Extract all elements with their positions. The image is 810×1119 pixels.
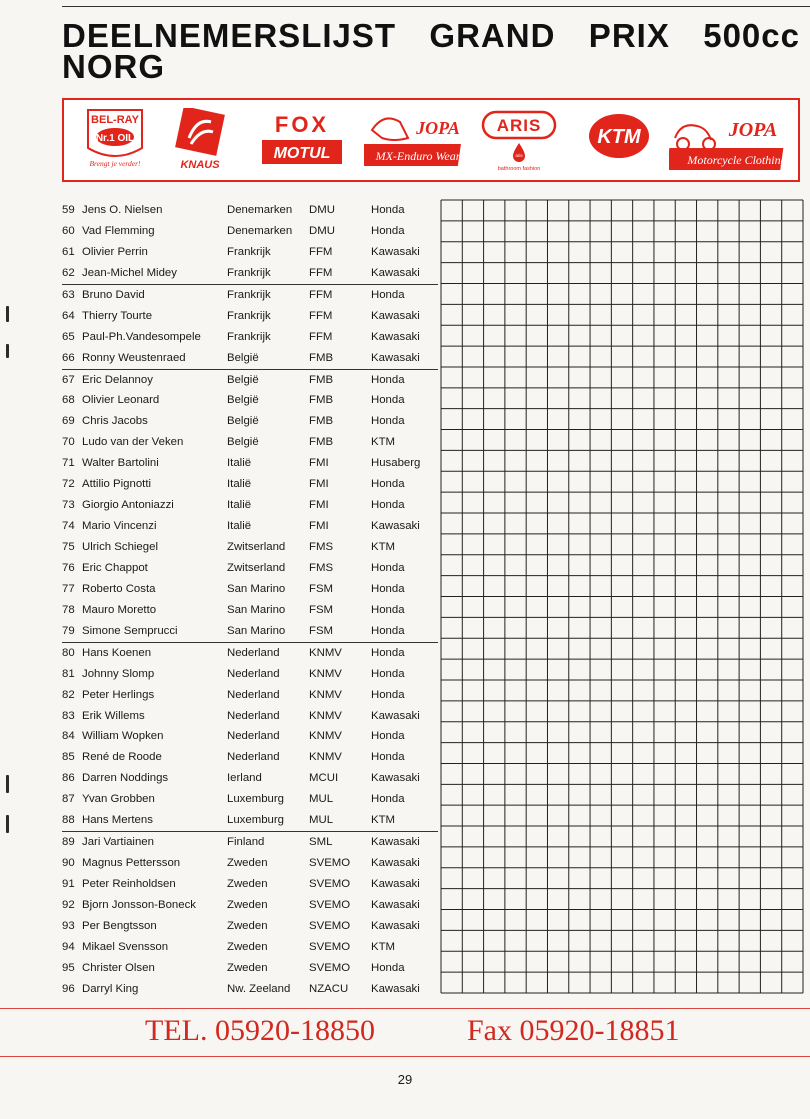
rider-number: 78 bbox=[62, 603, 75, 616]
rider-make: Honda bbox=[371, 415, 405, 428]
rider-federation: SML bbox=[309, 836, 333, 849]
rider-country: San Marino bbox=[227, 582, 286, 595]
rider-federation: FSM bbox=[309, 603, 334, 616]
rider-make: Honda bbox=[371, 288, 405, 301]
rider-federation: FFM bbox=[309, 288, 333, 301]
rider-country: Nederland bbox=[227, 709, 280, 722]
jopa-clothing-logo bbox=[669, 108, 791, 172]
table-row bbox=[62, 642, 438, 664]
table-row bbox=[62, 874, 438, 895]
rider-number: 72 bbox=[62, 478, 75, 491]
rider-name: Olivier Leonard bbox=[82, 394, 160, 407]
rider-country: Zweden bbox=[227, 857, 268, 870]
aris-logo bbox=[479, 108, 559, 172]
rider-number: 81 bbox=[62, 667, 75, 680]
aris-name: ARIS bbox=[496, 116, 542, 135]
rider-country: Nederland bbox=[227, 646, 280, 659]
jopa2-name: JOPA bbox=[728, 119, 778, 141]
rider-federation: SVEMO bbox=[309, 857, 351, 870]
rider-number: 70 bbox=[62, 436, 75, 449]
table-row bbox=[62, 810, 438, 831]
rider-country: Zweden bbox=[227, 961, 268, 974]
top-rule bbox=[62, 6, 810, 7]
rider-name: Attilio Pignotti bbox=[82, 478, 152, 491]
rider-number: 66 bbox=[62, 351, 75, 364]
rider-make: Kawasaki bbox=[371, 330, 420, 343]
rider-list bbox=[62, 200, 438, 1000]
sponsor-banner bbox=[62, 98, 800, 182]
rider-make: KTM bbox=[371, 436, 396, 449]
rider-federation: FMI bbox=[309, 520, 329, 533]
rider-country: Italië bbox=[227, 457, 252, 470]
aris-tagline: bathroom fashion bbox=[497, 166, 541, 172]
rider-federation: SVEMO bbox=[309, 898, 351, 911]
rider-federation: SVEMO bbox=[309, 919, 351, 932]
rider-country: Italië bbox=[227, 478, 252, 491]
rider-number: 62 bbox=[62, 266, 75, 279]
table-row bbox=[62, 242, 438, 263]
rider-number: 76 bbox=[62, 561, 75, 574]
rider-country: Zweden bbox=[227, 919, 268, 932]
rider-country: Zweden bbox=[227, 878, 268, 890]
rider-name: Christer Olsen bbox=[82, 961, 155, 974]
table-row bbox=[62, 558, 438, 579]
table-row bbox=[62, 937, 438, 958]
rider-federation: DMU bbox=[309, 204, 335, 216]
table-row bbox=[62, 474, 438, 495]
rider-name: Jari Vartiainen bbox=[82, 836, 154, 849]
rider-name: Eric Delannoy bbox=[82, 373, 153, 386]
rider-country: België bbox=[227, 373, 259, 386]
rider-country: Frankrijk bbox=[227, 245, 271, 258]
rider-name: Eric Chappot bbox=[82, 561, 148, 574]
jopa-mx-logo bbox=[364, 108, 468, 172]
rider-name: René de Roode bbox=[82, 751, 162, 764]
rider-number: 71 bbox=[62, 457, 75, 470]
rider-number: 90 bbox=[62, 857, 75, 870]
rider-federation: FFM bbox=[309, 330, 333, 343]
rider-number: 69 bbox=[62, 415, 75, 428]
belray-slogan: Brengt je verder! bbox=[89, 159, 141, 168]
rider-name: Simone Semprucci bbox=[82, 624, 178, 637]
rider-name: Peter Reinholdsen bbox=[82, 878, 176, 890]
rider-number: 74 bbox=[62, 520, 75, 533]
rider-make: Honda bbox=[371, 603, 405, 616]
table-row bbox=[62, 495, 438, 516]
rider-number: 89 bbox=[62, 836, 75, 849]
table-row bbox=[62, 747, 438, 768]
rider-make: Honda bbox=[371, 624, 405, 637]
rider-number: 88 bbox=[62, 814, 75, 827]
rider-number: 87 bbox=[62, 793, 75, 806]
rider-number: 75 bbox=[62, 541, 75, 553]
fox-name: FOX bbox=[274, 112, 330, 137]
rider-country: Denemarken bbox=[227, 204, 293, 216]
rider-federation: MCUI bbox=[309, 772, 339, 785]
rider-make: Honda bbox=[371, 730, 405, 743]
rider-make: Honda bbox=[371, 751, 405, 764]
rider-name: Darren Noddings bbox=[82, 772, 169, 785]
table-row bbox=[62, 726, 438, 747]
rider-name: Yvan Grobben bbox=[82, 793, 155, 806]
rider-number: 85 bbox=[62, 751, 75, 764]
rider-country: Italië bbox=[227, 499, 252, 512]
rider-country: San Marino bbox=[227, 624, 286, 637]
jopa-rider-icon bbox=[372, 118, 408, 140]
rider-name: Bjorn Jonsson-Boneck bbox=[82, 898, 196, 911]
rider-federation: FMI bbox=[309, 478, 329, 491]
rider-federation: FMB bbox=[309, 415, 334, 428]
rider-make: Kawasaki bbox=[371, 309, 420, 322]
table-row bbox=[62, 348, 438, 369]
rider-federation: FMS bbox=[309, 561, 334, 574]
rider-name: Hans Mertens bbox=[82, 814, 153, 827]
rider-make: Kawasaki bbox=[371, 898, 420, 911]
rider-federation: DMU bbox=[309, 224, 335, 237]
belray-name: BEL-RAY bbox=[91, 114, 139, 126]
rider-number: 73 bbox=[62, 499, 75, 512]
table-row bbox=[62, 664, 438, 685]
rider-make: Kawasaki bbox=[371, 982, 420, 995]
rider-make: Honda bbox=[371, 961, 405, 974]
table-row bbox=[62, 706, 438, 727]
rider-name: Ludo van der Veken bbox=[82, 436, 184, 449]
rider-federation: FFM bbox=[309, 266, 333, 279]
rider-federation: FMB bbox=[309, 436, 334, 449]
rider-federation: MUL bbox=[309, 793, 334, 806]
rider-make: Honda bbox=[371, 688, 405, 701]
motul-name: MOTUL bbox=[273, 145, 331, 162]
rider-name: Giorgio Antoniazzi bbox=[82, 499, 174, 512]
rider-make: Husaberg bbox=[371, 457, 421, 470]
rider-name: Walter Bartolini bbox=[82, 457, 159, 470]
rider-make: Honda bbox=[371, 478, 405, 491]
rider-country: België bbox=[227, 394, 259, 407]
rider-name: Olivier Perrin bbox=[82, 245, 148, 258]
footer-rule-top bbox=[0, 1008, 810, 1009]
footer-rule-bottom bbox=[0, 1056, 810, 1057]
rider-number: 94 bbox=[62, 940, 75, 953]
belray-badge: Nr.1 OIL bbox=[95, 133, 135, 144]
rider-federation: FMI bbox=[309, 457, 329, 470]
table-row bbox=[62, 895, 438, 916]
rider-federation: FMS bbox=[309, 541, 334, 553]
rider-name: Mauro Moretto bbox=[82, 603, 157, 616]
table-row bbox=[62, 789, 438, 810]
rider-country: België bbox=[227, 415, 259, 428]
rider-number: 93 bbox=[62, 919, 75, 932]
title-line-1: DEELNEMERSLIJST GRAND PRIX 500cc bbox=[62, 17, 800, 54]
rider-name: Johnny Slomp bbox=[82, 667, 155, 680]
jopa1-tagline: MX-Enduro Wear bbox=[375, 149, 461, 163]
rider-number: 59 bbox=[62, 204, 75, 216]
table-row bbox=[62, 432, 438, 453]
rider-federation: FMB bbox=[309, 351, 334, 364]
rider-number: 83 bbox=[62, 709, 75, 722]
rider-make: Kawasaki bbox=[371, 919, 420, 932]
rider-country: Frankrijk bbox=[227, 288, 271, 301]
rider-number: 91 bbox=[62, 878, 75, 890]
jopa2-tagline: Motorcycle Clothing bbox=[687, 153, 787, 167]
rider-make: Honda bbox=[371, 394, 405, 407]
rider-country: Nw. Zeeland bbox=[227, 982, 291, 995]
rider-number: 95 bbox=[62, 961, 75, 974]
table-row bbox=[62, 263, 438, 284]
ktm-name: KTM bbox=[597, 126, 641, 148]
rider-name: Erik Willems bbox=[82, 709, 145, 722]
rider-country: Luxemburg bbox=[227, 814, 284, 827]
rider-make: Honda bbox=[371, 499, 405, 512]
rider-number: 77 bbox=[62, 582, 75, 595]
rider-make: KTM bbox=[371, 814, 396, 827]
page-number: 29 bbox=[397, 1072, 413, 1087]
belray-logo bbox=[84, 108, 146, 172]
table-row bbox=[62, 306, 438, 327]
table-row bbox=[62, 284, 438, 306]
rider-make: Honda bbox=[371, 373, 405, 386]
rider-name: Ronny Weustenraed bbox=[82, 351, 186, 364]
rider-make: Honda bbox=[371, 204, 405, 216]
fox-motul-logo bbox=[254, 108, 350, 172]
rider-make: Honda bbox=[371, 582, 405, 595]
table-row bbox=[62, 979, 438, 1000]
table-row bbox=[62, 579, 438, 600]
rider-number: 64 bbox=[62, 309, 75, 322]
rider-make: KTM bbox=[371, 940, 396, 953]
rider-country: Italië bbox=[227, 520, 252, 533]
rider-name: Thierry Tourte bbox=[82, 309, 153, 322]
rider-number: 60 bbox=[62, 224, 75, 237]
binding-mark bbox=[6, 815, 9, 833]
rider-country: Frankrijk bbox=[227, 266, 271, 279]
rider-country: San Marino bbox=[227, 603, 286, 616]
table-row bbox=[62, 453, 438, 474]
table-row bbox=[62, 516, 438, 537]
rider-name: Peter Herlings bbox=[82, 688, 155, 701]
rider-name: Mario Vincenzi bbox=[82, 520, 157, 533]
rider-number: 65 bbox=[62, 330, 75, 343]
table-row bbox=[62, 411, 438, 432]
rider-country: Frankrijk bbox=[227, 309, 271, 322]
rider-federation: KNMV bbox=[309, 751, 342, 764]
table-row bbox=[62, 327, 438, 348]
binding-mark bbox=[6, 775, 9, 793]
ktm-logo bbox=[587, 108, 651, 172]
binding-mark bbox=[6, 344, 9, 358]
rider-federation: NZACU bbox=[309, 982, 349, 995]
rider-federation: KNMV bbox=[309, 709, 342, 722]
rider-name: Jens O. Nielsen bbox=[82, 204, 163, 216]
rider-federation: FMB bbox=[309, 394, 334, 407]
rider-name: Vad Flemming bbox=[82, 224, 155, 237]
rider-country: België bbox=[227, 436, 259, 449]
table-row bbox=[62, 853, 438, 874]
title-line-2: NORG bbox=[62, 48, 165, 85]
rider-make: Kawasaki bbox=[371, 878, 420, 890]
knaus-name: KNAUS bbox=[180, 159, 220, 171]
rider-name: Roberto Costa bbox=[82, 582, 156, 595]
table-row bbox=[62, 916, 438, 937]
rider-federation: SVEMO bbox=[309, 940, 351, 953]
rider-name: Jean-Michel Midey bbox=[82, 266, 177, 279]
rider-make: Honda bbox=[371, 561, 405, 574]
table-row bbox=[62, 221, 438, 242]
rider-country: Ierland bbox=[227, 772, 262, 785]
rider-federation: FMB bbox=[309, 373, 334, 386]
rider-federation: KNMV bbox=[309, 667, 342, 680]
jopa1-name: JOPA bbox=[416, 118, 460, 138]
rider-federation: SVEMO bbox=[309, 961, 351, 974]
rider-name: Ulrich Schiegel bbox=[82, 541, 158, 553]
rider-federation: FSM bbox=[309, 582, 334, 595]
table-row bbox=[62, 369, 438, 391]
rider-federation: FMI bbox=[309, 499, 329, 512]
rider-federation: SVEMO bbox=[309, 878, 351, 890]
rider-federation: MUL bbox=[309, 814, 334, 827]
rider-country: Zwitserland bbox=[227, 541, 286, 553]
page-title bbox=[62, 17, 800, 85]
rider-country: Zwitserland bbox=[227, 561, 286, 574]
rider-country: Zweden bbox=[227, 940, 268, 953]
binding-mark bbox=[6, 306, 9, 322]
rider-name: Paul-Ph.Vandesompele bbox=[82, 330, 201, 343]
rider-make: Kawasaki bbox=[371, 857, 420, 870]
rider-number: 86 bbox=[62, 772, 75, 785]
rider-make: Kawasaki bbox=[371, 836, 420, 849]
rider-country: Frankrijk bbox=[227, 330, 271, 343]
rider-number: 61 bbox=[62, 245, 75, 258]
rider-name: Bruno David bbox=[82, 288, 145, 301]
table-row bbox=[62, 768, 438, 789]
rider-country: Nederland bbox=[227, 688, 280, 701]
rider-make: Kawasaki bbox=[371, 351, 420, 364]
knaus-logo bbox=[171, 108, 229, 172]
rider-make: Honda bbox=[371, 646, 405, 659]
rider-country: Zweden bbox=[227, 898, 268, 911]
rider-federation: KNMV bbox=[309, 688, 342, 701]
fax-number: Fax 05920-18851 bbox=[467, 1014, 680, 1047]
rider-make: Kawasaki bbox=[371, 266, 420, 279]
rider-make: Kawasaki bbox=[371, 520, 420, 533]
rider-country: België bbox=[227, 351, 259, 364]
knaus-emblem bbox=[175, 108, 225, 156]
rider-name: Hans Koenen bbox=[82, 646, 152, 659]
rider-number: 79 bbox=[62, 624, 75, 637]
rider-number: 84 bbox=[62, 730, 75, 743]
rider-number: 67 bbox=[62, 373, 75, 386]
rider-number: 68 bbox=[62, 394, 75, 407]
rider-country: Finland bbox=[227, 836, 265, 849]
rider-name: Chris Jacobs bbox=[82, 415, 148, 428]
telephone-number: TEL. 05920-18850 bbox=[145, 1014, 375, 1047]
rider-country: Luxemburg bbox=[227, 793, 284, 806]
rider-name: Magnus Pettersson bbox=[82, 857, 181, 870]
table-row bbox=[62, 958, 438, 979]
rider-make: Honda bbox=[371, 667, 405, 680]
rider-country: Nederland bbox=[227, 667, 280, 680]
table-row bbox=[62, 600, 438, 621]
rider-federation: FSM bbox=[309, 624, 334, 637]
rider-make: Kawasaki bbox=[371, 709, 420, 722]
rider-number: 92 bbox=[62, 898, 75, 911]
rider-name: Per Bengtsson bbox=[82, 919, 157, 932]
table-row bbox=[62, 390, 438, 411]
score-grid bbox=[440, 199, 804, 994]
rider-federation: FFM bbox=[309, 309, 333, 322]
rider-make: Kawasaki bbox=[371, 245, 420, 258]
table-row bbox=[62, 537, 438, 558]
rider-federation: FFM bbox=[309, 245, 333, 258]
table-row bbox=[62, 621, 438, 642]
rider-number: 80 bbox=[62, 646, 75, 659]
rider-name: Darryl King bbox=[82, 982, 139, 995]
rider-number: 96 bbox=[62, 982, 75, 995]
rider-federation: KNMV bbox=[309, 646, 342, 659]
rider-make: Honda bbox=[371, 224, 405, 237]
rider-country: Nederland bbox=[227, 751, 280, 764]
table-row bbox=[62, 200, 438, 221]
rider-name: Mikael Svensson bbox=[82, 940, 169, 953]
rider-federation: KNMV bbox=[309, 730, 342, 743]
table-row bbox=[62, 831, 438, 853]
rider-number: 63 bbox=[62, 288, 75, 301]
rider-make: Kawasaki bbox=[371, 772, 420, 785]
aris-drop-label: aris bbox=[515, 153, 523, 158]
rider-make: KTM bbox=[371, 541, 396, 553]
rider-make: Honda bbox=[371, 793, 405, 806]
rider-number: 82 bbox=[62, 688, 75, 701]
table-row bbox=[62, 685, 438, 706]
rider-name: William Wopken bbox=[82, 730, 164, 743]
rider-country: Nederland bbox=[227, 730, 280, 743]
rider-country: Denemarken bbox=[227, 224, 293, 237]
